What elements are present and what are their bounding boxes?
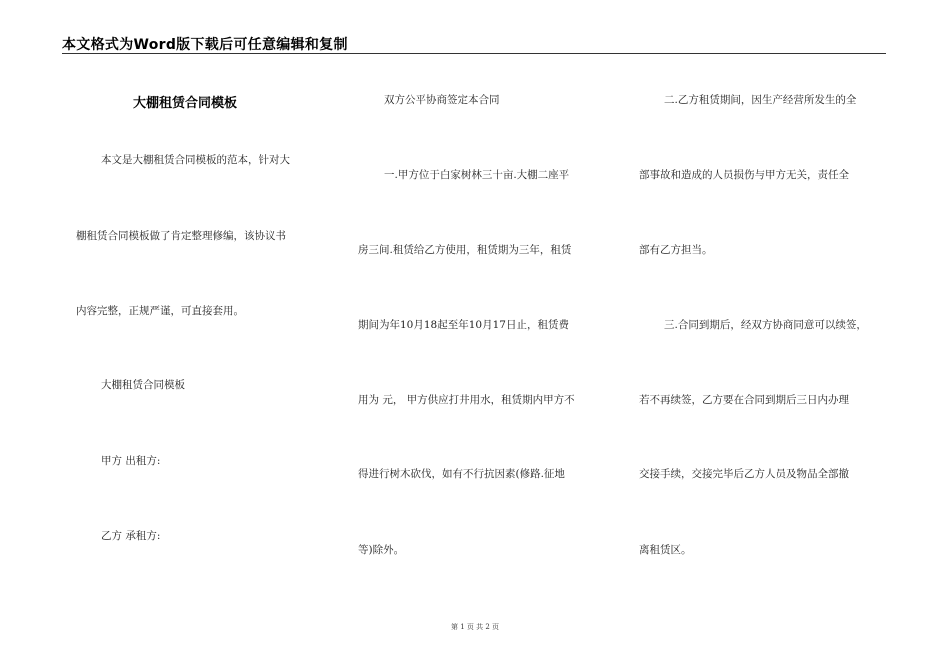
- col1-line-2: 棚租赁合同模板做了肯定整理修编，该协议书: [76, 230, 286, 242]
- col2-line-2: 一.甲方位于白家树林三十亩.大棚二座平: [384, 169, 570, 181]
- col1-line-6: 乙方 承租方:: [101, 530, 161, 542]
- page-footer-number: 第 1 页 共 2 页: [450, 623, 500, 631]
- col2-line-5: 用为 元， 甲方供应打井用水，租赁期内甲方不: [358, 394, 575, 406]
- col2-line-6: 得进行树木砍伐，如有不行抗因素(修路.征地: [358, 468, 565, 480]
- col3-line-5: 若不再续签，乙方要在合同到期后三日内办理: [639, 394, 849, 406]
- col1-line-3: 内容完整，正规严谨，可直接套用。: [76, 305, 244, 317]
- document-title: 大棚租赁合同模板: [133, 96, 238, 111]
- col3-line-3: 部有乙方担当。: [639, 244, 713, 256]
- col3-line-7: 离租赁区。: [639, 544, 692, 556]
- header-divider: [62, 53, 886, 54]
- col1-line-4: 大棚租赁合同模板: [101, 379, 185, 391]
- col2-line-3: 房三间.租赁给乙方使用，租赁期为三年，租赁: [358, 244, 572, 256]
- col1-line-1: 本文是大棚租赁合同模板的范本，针对大: [101, 154, 290, 166]
- col3-line-2: 部事故和造成的人员损伤与甲方无关，责任全: [639, 169, 849, 181]
- col3-line-4: 三.合同到期后，经双方协商同意可以续签，: [664, 319, 867, 331]
- col2-line-4: 期间为年10月18起至年10月17日止，租赁费: [358, 319, 569, 331]
- col3-line-1: 二.乙方租赁期间，因生产经营所发生的全: [664, 94, 857, 106]
- page-header-banner: 本文格式为Word版下载后可任意编辑和复制: [62, 37, 348, 53]
- col2-line-1: 双方公平协商签定本合同: [384, 94, 500, 106]
- col3-line-6: 交接手续，交接完毕后乙方人员及物品全部撤: [639, 468, 849, 480]
- col2-line-7: 等)除外。: [358, 544, 405, 556]
- col1-line-5: 甲方 出租方:: [101, 455, 161, 467]
